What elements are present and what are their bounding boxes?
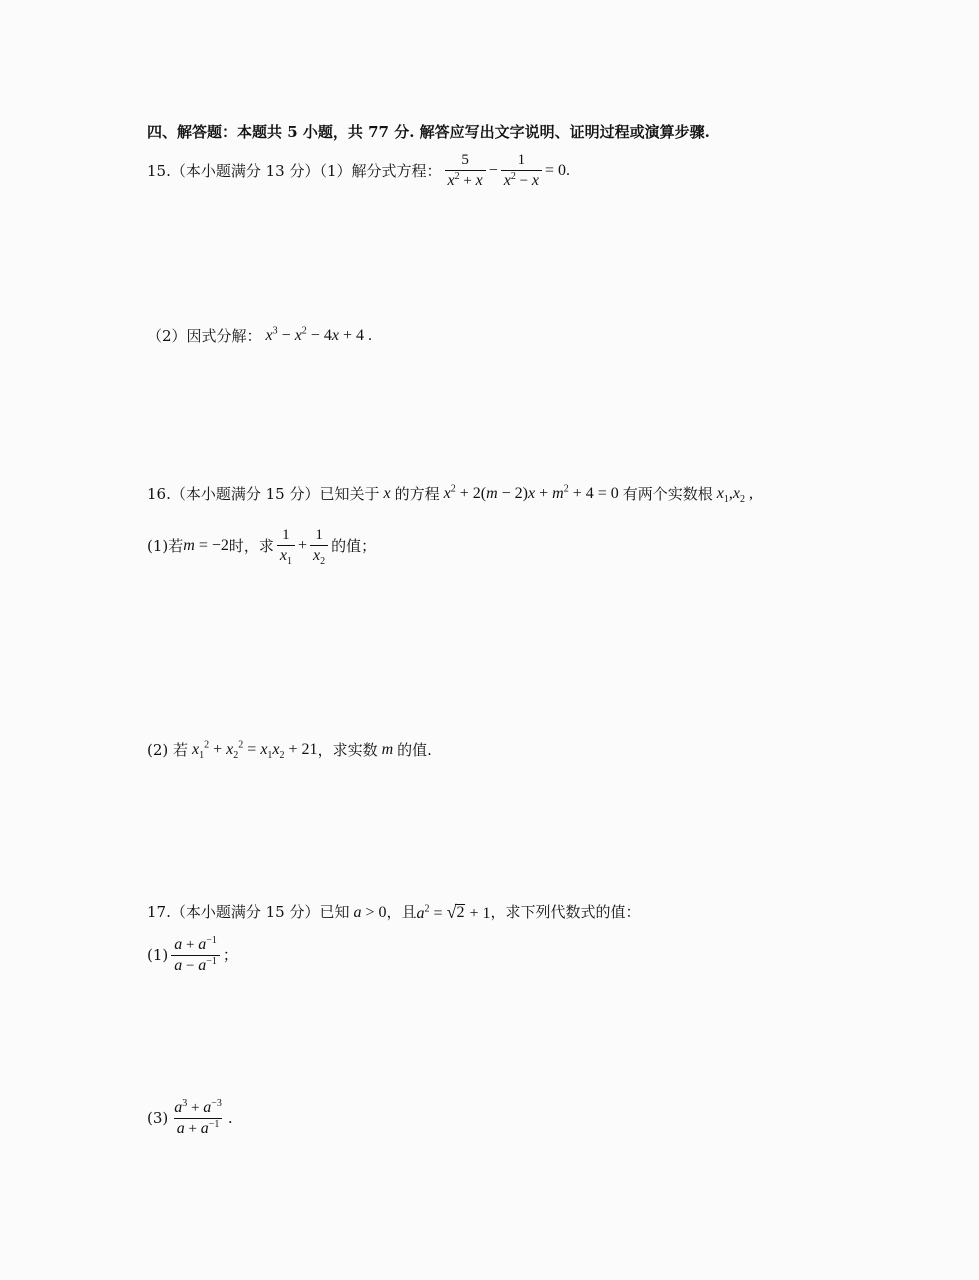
q16-equation: $x^2 + 2(m - 2)x + m^2 + 4 = 0$ [443,483,623,502]
q17-fraction-3: $\frac{a^3 + a^{-3}}{a + a^{-1}}$ [174,1098,222,1137]
q15-part2 [147,325,372,345]
q16-part2: (2) 若 $x_1^2 + x_2^2 = x_1x_2 + 21$ ，求实数 m 的值. [147,739,432,762]
q17-condition: $a^2$ = √ 2 + 1 [416,902,491,922]
q16-part2-equation: $x_1^2 + x_2^2 = x_1x_2 + 21$ [192,739,318,762]
q17-part3-suffix: . [227,1109,233,1127]
q16-part2-prefix: (2) 若 [147,740,189,759]
q17-fraction-1: $\frac{a + a^{-1}}{a - a^{-1}}$ [171,937,220,974]
q16-part2-suffix: 的值. [397,740,432,759]
q16-prefix: 16.（本小题满分 15 分）已知关于 [147,484,380,503]
q15-prefix: 15.（本小题满分 13 分）（1）解分式方程： [147,161,442,180]
q16-part1-suffix: 的值； [331,536,377,555]
q16-mid2: 有两个实数根 [622,484,713,503]
section-heading: 四、解答题：本题共 5 小题，共 77 分. 解答应写出文字说明、证明过程或演算步骤. [147,123,710,141]
q15-part2-expression: $x^3 - x^2 - 4x + 4$ . [265,325,372,344]
q17-part1-label: (1) [147,946,169,964]
q16-fraction-2: $\frac{1}{x_2}$ [310,528,328,564]
q16-part1: (1)若 m = −2 时，求 $\frac{1}{x_1}$ + $\frac{1}{x_2}$ 的值； [147,527,377,567]
q17-mid1: ，且 [386,903,417,921]
q15-fraction-1: $\frac{5}{x^2 + x}$ [445,153,486,189]
q16-mid1: 的方程 [394,484,440,503]
q17-part1 [147,937,238,974]
q16-line1: 16.（本小题满分 15 分）已知关于 x 的方程 $x^2 + 2(m - 2)x + m^2 + 4 = 0$ 有两个实数根 $x_1,x_2$ , [147,483,753,506]
q15-line1: 15.（本小题满分 13 分）（1）解分式方程： $\frac{5}{x^2 + x}$ − $\frac{1}{x^2 - x}$ = 0. [147,152,570,189]
q16-part2-mid: ，求实数 [317,740,378,759]
q17-line1: 17.（本小题满分 15 分）已知 a > 0 ，且 $a^2$ = √ 2 + 1 ，求下列代数式的值： [147,902,641,922]
q15-fraction-2: $\frac{1}{x^2 - x}$ [501,153,542,189]
q17-mid2: ，求下列代数式的值： [490,903,641,921]
q17-part3 [147,1100,233,1137]
q17-part3-label: (3) [147,1109,169,1127]
q15-part2-prefix: （2）因式分解： [147,326,262,345]
q17-prefix: 17.（本小题满分 15 分）已知 [147,903,350,921]
q16-part1-prefix: (1)若 [147,536,184,555]
q17-part1-suffix: ； [222,946,238,964]
q16-part1-mid: 时，求 [228,536,274,555]
q16-fraction-1: $\frac{1}{x_1}$ [277,528,295,564]
